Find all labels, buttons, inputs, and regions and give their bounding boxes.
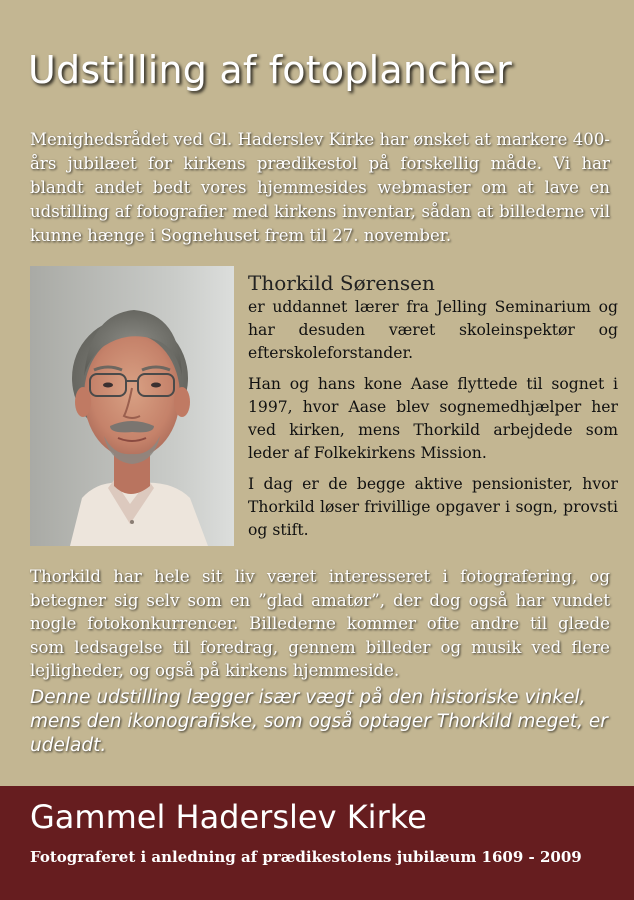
bio-name: Thorkild Sørensen xyxy=(248,271,435,295)
portrait-photo xyxy=(30,266,234,546)
footer-subtitle: Fotograferet i anledning af prædikestolens jubilæum 1609 - 2009 xyxy=(30,848,582,866)
footer-title: Gammel Haderslev Kirke xyxy=(30,798,427,836)
body-paragraph: Thorkild har hele sit liv været interesseret i fotografering, og betegner sig selv som en ”glad amatør”, der dog også har vundet nogle fotokonkurrencer. Billederne kommer ofte andre til glæde som ledsagelse til foredrag, gennem billeder og musik ved flere lejligheder, og også på kirkens hjemmeside. xyxy=(30,567,610,681)
bio-paragraph: Han og hans kone Aase flyttede til sognet i 1997, hvor Aase blev sognemedhjælper her ved kirken, mens Thorkild arbejdede som leder af Folkekirkens Mission. xyxy=(248,375,618,462)
bio-paragraph: I dag er de begge aktive pensionister, hvor Thorkild løser frivillige opgaver i sogn, provsti og stift. xyxy=(248,475,618,539)
footer-banner xyxy=(0,786,634,900)
bio-section xyxy=(248,270,618,550)
italic-note: Denne udstilling lægger især vægt på den historiske vinkel, mens den ikonografiske, som også optager Thorkild meget, er udeladt. xyxy=(30,687,608,756)
bio-paragraph: er uddannet lærer fra Jelling Seminarium og har desuden været skoleinspektør og efterskoleforstander. xyxy=(248,298,618,362)
intro-paragraph: Menighedsrådet ved Gl. Haderslev Kirke har ønsket at markere 400-års jubilæet for kirkens prædikestol på forskellig måde. Vi har blandt andet bedt vores hjemmesides webmaster om at lave en udstilling af fotografier med kirkens inventar, sådan at billederne vil kunne hænge i Sognehuset frem til 27. november. xyxy=(30,130,610,245)
page-title: Udstilling af fotoplancher xyxy=(28,48,512,92)
